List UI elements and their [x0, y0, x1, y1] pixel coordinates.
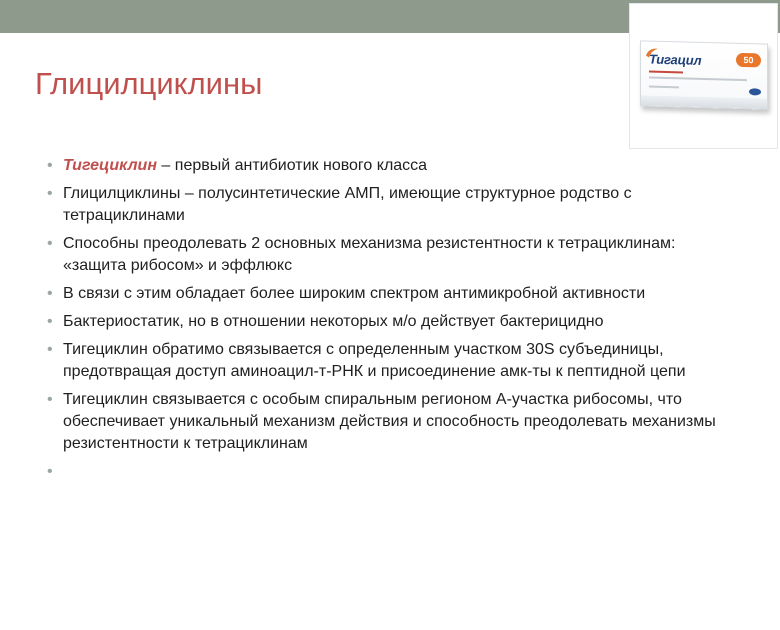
bullet-text: Тигециклин связывается с особым спиральным регионом А-участка рибосомы, что обеспечивает уникальный механизм действия и способность преодолевать механизмы резистентности к тетрациклинам [63, 391, 716, 452]
bullet-dot-icon: • [47, 391, 53, 408]
bullet-dot-icon: • [47, 313, 53, 330]
bullet-text: Тигециклин обратимо связывается с определенным участком 30S субъединицы, предотвращая доступ аминоацил-т-РНК и присоединение амк-ты к пептидной цепи [63, 341, 686, 380]
bullet-text: Способны преодолевать 2 основных механизма резистентности к тетрациклинам: «защита рибосом» и эффлюкс [63, 235, 676, 274]
bullet-item [47, 155, 737, 177]
bullet-emphasis: Тигециклин [63, 157, 157, 174]
product-stripe [649, 77, 747, 82]
product-image [629, 3, 778, 149]
product-brand: Тигацил [649, 51, 702, 68]
bullet-item [47, 389, 737, 455]
product-box-shade [641, 95, 767, 108]
bullet-dot-icon: • [47, 285, 53, 302]
bullet-item [47, 183, 737, 227]
slide-title: Глицилциклины [35, 66, 263, 101]
bullet-text: – первый антибиотик нового класса [156, 157, 428, 174]
bullet-dot-icon: • [47, 463, 53, 480]
bullet-text: В связи с этим обладает более широким спектром антимикробной активности [63, 285, 646, 302]
bullet-dot-icon: • [47, 185, 53, 202]
bullet-list [47, 155, 737, 480]
bullet-text: Бактериостатик, но в отношении некоторых м/о действует бактерицидно [63, 313, 604, 330]
bullet-text: Глицилциклины – полусинтетические АМП, имеющие структурное родство с тетрациклинами [63, 185, 632, 224]
product-stripe [649, 86, 679, 89]
bullet-item [47, 233, 737, 277]
bullet-item [47, 311, 737, 333]
product-box [640, 40, 768, 109]
bullet-item [47, 283, 737, 305]
bullet-item [47, 339, 737, 383]
bullet-dot-icon: • [47, 235, 53, 252]
bullet-dot-icon: • [47, 341, 53, 358]
product-stripe [649, 71, 683, 74]
product-dose-badge: 50 [736, 53, 761, 68]
bullet-dot-icon: • [47, 157, 53, 174]
manufacturer-logo-icon [749, 88, 761, 95]
